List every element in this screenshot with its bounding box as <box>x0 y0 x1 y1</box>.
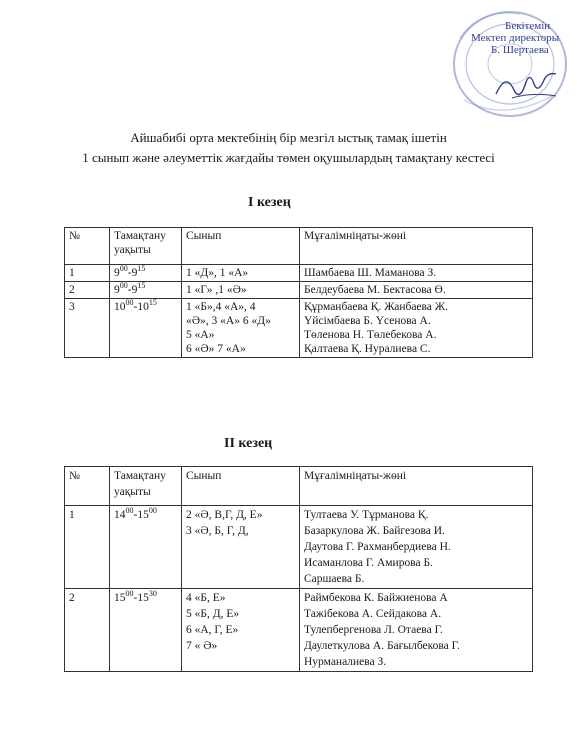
row-teachers: Шамбаева Ш. Маманова З. <box>300 265 533 282</box>
row-number: 2 <box>65 589 110 672</box>
row-number: 1 <box>65 265 110 282</box>
header-number: № <box>65 467 110 506</box>
row-time: $9^{00}-9^{15}$ <box>110 282 182 299</box>
stage2-heading: ІІ кезең <box>224 436 273 451</box>
header-teachers: Мұғалімніңаты-жөні <box>300 467 533 506</box>
stage2-table <box>64 466 533 672</box>
stage1-table <box>64 227 533 358</box>
row-teachers: Раймбекова К. Байжиенова А Тажібекова А. Сейдакова А. Тулепбергенова Л. Отаева Г. Даулеткулова А. Бағылбекова Г. Нурманалиева З. <box>300 589 533 672</box>
row-classes: 4 «Б, Е» 5 «Б, Д, Е» 6 «А, Г, Е» 7 « Ә» <box>182 589 300 672</box>
row-time: $15^{00}-15^{30}$ <box>110 589 182 672</box>
header-time: Тамақтану уақыты <box>110 228 182 265</box>
row-classes: 1 «Б»,4 «А», 4 «Ә», 3 «А» 6 «Д» 5 «А» 6 «Ә» 7 «А» <box>182 299 300 358</box>
row-classes: 2 «Ә, В,Г, Д, Е» 3 «Ә, Б, Г, Д, <box>182 506 300 589</box>
approval-title: Бекітемін <box>505 20 551 32</box>
table-header-row <box>65 467 533 506</box>
stage1-heading: І кезең <box>248 195 291 210</box>
approval-position: Мектеп директоры <box>471 32 560 44</box>
table-row <box>65 282 533 299</box>
table-row <box>65 506 533 589</box>
header-number: № <box>65 228 110 265</box>
row-time: $10^{00}-10^{15}$ <box>110 299 182 358</box>
row-teachers: Құрманбаева Қ. Жанбаева Ж. Үйсімбаева Б. Үсенова А. Төленова Н. Төлебекова А. Қалтаева Қ. Нуралиева С. <box>300 299 533 358</box>
approval-block <box>455 20 575 56</box>
header-time: Тамақтану уақыты <box>110 467 182 506</box>
header-class: Сынып <box>182 467 300 506</box>
row-time: $14^{00}-15^{00}$ <box>110 506 182 589</box>
row-number: 3 <box>65 299 110 358</box>
table-row <box>65 299 533 358</box>
document-title-line2: 1 сынып және әлеуметтік жағдайы төмен оқушылардың тамақтану кестесі <box>82 150 495 165</box>
document-title-line1: Айшабибі орта мектебінің бір мезгіл ыстық тамақ ішетін <box>130 130 447 145</box>
table-header-row <box>65 228 533 265</box>
row-time: $9^{00}-9^{15}$ <box>110 265 182 282</box>
row-classes: 1 «Д», 1 «А» <box>182 265 300 282</box>
row-number: 2 <box>65 282 110 299</box>
header-teachers: Мұғалімніңаты-жөні <box>300 228 533 265</box>
row-teachers: Тултаева У. Тұрманова Қ. Базаркулова Ж. Байгезова И. Даутова Г. Рахманбердиева Н. Исаманлова Г. Амирова Б. Саршаева Б. <box>300 506 533 589</box>
approval-name: Б. Шертаева <box>491 44 549 56</box>
table-row <box>65 265 533 282</box>
header-class: Сынып <box>182 228 300 265</box>
row-classes: 1 «Г» ,1 «Ә» <box>182 282 300 299</box>
table-row <box>65 589 533 672</box>
row-teachers: Белдеубаева М. Бектасова Ө. <box>300 282 533 299</box>
row-number: 1 <box>65 506 110 589</box>
director-signature <box>492 68 562 104</box>
